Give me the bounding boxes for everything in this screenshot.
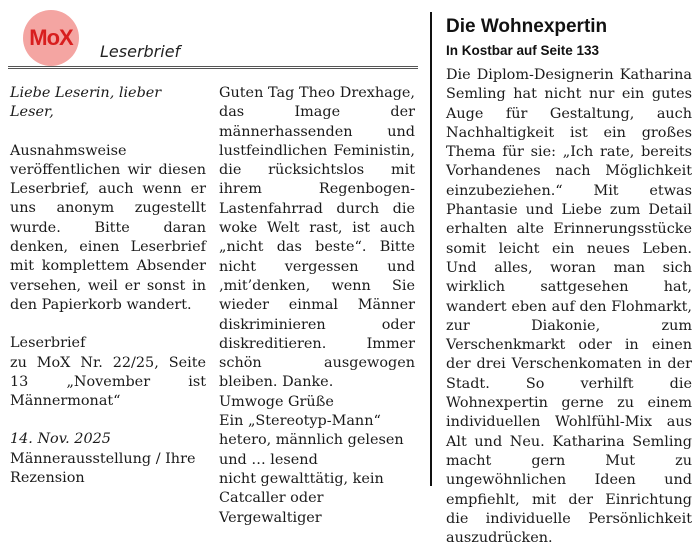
header-rule-secondary [8, 68, 418, 69]
article-subtitle: In Kostbar auf Seite 133 [446, 43, 600, 58]
article-title: Die Wohnexpertin [446, 16, 608, 37]
letter-closing: Umwoge Grüße [219, 393, 334, 410]
letter-subject: Männerausstellung / Ihre Rezension [10, 450, 196, 487]
salutation: Liebe Leserin, lieber Leser, [10, 85, 162, 121]
letter-signature: Ein „Stereotyp-Mann“ hetero, männlich gelesen und … lesend [219, 413, 404, 468]
header-rule [8, 66, 418, 67]
editor-note: Ausnahmsweise veröffentlichen wir diesen Leserbrief, auch wenn er uns anonym zugestellt wurde. Bitte daran denken, einen Leserbrief mit komplettem Absender versehen, weil er sonst in den Papierkorb wandert. [10, 142, 206, 313]
mox-logo [23, 10, 79, 66]
letter-column-left [10, 84, 206, 488]
article-body-column [446, 66, 692, 548]
column-divider [430, 12, 432, 486]
letter-postscript: nicht gewalttätig, kein Catcaller oder Vergewaltiger [219, 470, 384, 526]
letter-label: Leserbrief [10, 335, 86, 352]
letter-date: 14. Nov. 2025 [10, 431, 111, 448]
letter-body: Guten Tag Theo Drexhage, das Image der männerhassenden und lustfeindlichen Feministin, die rücksichtslos mit ihrem Regenbogen-Lastenfahrrad durch die woke Welt rast, ist auch „nicht das beste“. Bitte nicht vergessen und ‚mit’denken, wenn Sie wieder einmal Männer diskriminieren oder diskreditieren. Immer schön ausgewogen bleiben. Danke. [219, 85, 415, 391]
section-title: Leserbrief [100, 42, 181, 61]
letter-column-right [219, 84, 415, 528]
letter-reference: zu MoX Nr. 22/25, Seite 13 „November ist Männermonat“ [10, 354, 206, 410]
logo-text: MoX [29, 25, 73, 50]
article-body: Die Diplom-Designerin Katharina Semling hat nicht nur ein gutes Auge für Gestaltung, auch Nachhaltigkeit ist ein großes Thema für sie: „Ich rate, bereits Vorhandenes nach Möglichkeit einzubeziehen.“ Mit etwas Phantasie und Liebe zum Detail erhalten alte Erinnerungsstücke somit leicht ein neues Leben. Und alles, woran man sich wirklich sattgesehen hat, wandert eben auf den Flohmarkt, zur Diakonie, zum Verschenkmarkt oder in einen der drei Verschenkomaten in der Stadt. So verhilft die Wohnexpertin gerne zu einem individuellen Wohlfühl-Mix aus Alt und Neu. Katharina Semling macht gern Mut zu ungewöhnlichen Ideen und empfiehlt, mit der Einrichtung die individuelle Persönlichkeit auszudrücken. [446, 67, 692, 547]
